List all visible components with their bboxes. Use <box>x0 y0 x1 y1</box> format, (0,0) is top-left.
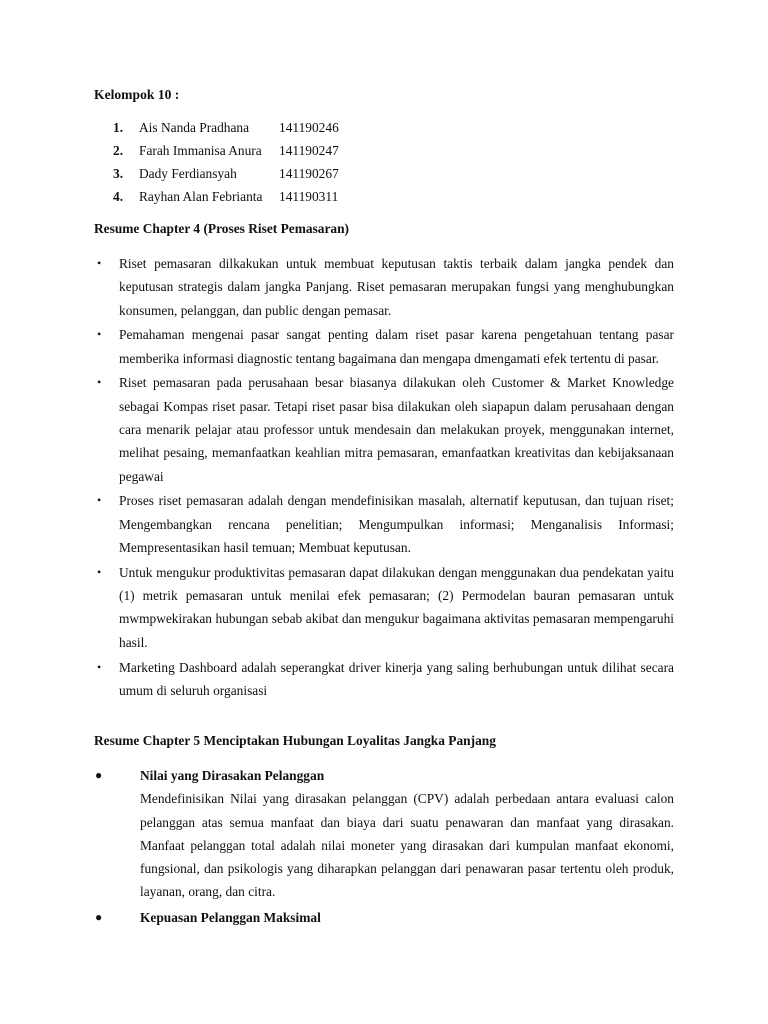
bullet-icon: ● <box>95 909 103 924</box>
bullet-icon: • <box>97 564 102 579</box>
list-item <box>94 656 674 703</box>
list-item-text: Riset pemasaran pada perusahaan besar biasanya dilakukan oleh Customer & Market Knowledge sebagai Kompas riset pasar. Tetapi riset pasar bisa dilakukan oleh siapapun dalam perusahaan dengan cara menarik pelajar atau professor untuk mendesain dan melakukan proyek, menggunakan internet, melihat pesaing, memanfaatkan keahlian mitra pemasaran, emanfaatkan kreativitas dan kebijaksanaan pegawai <box>119 375 674 484</box>
list-item-text: Pemahaman mengenai pasar sangat penting dalam riset pasar karena pengetahuan tentang pasar memberika informasi diagnostic tentang bagaimana dan mengapa dmengamati efek tertentu di pasar. <box>119 327 674 366</box>
bullet-icon: • <box>97 256 102 270</box>
bullet-icon: • <box>97 493 102 508</box>
member-name: Dady Ferdiansyah <box>139 166 237 181</box>
list-item-text: Marketing Dashboard adalah seperangkat driver kinerja yang saling berhubungan untuk dilihat secara umum di seluruh organisasi <box>119 659 674 698</box>
list-item-text: Proses riset pemasaran adalah dengan mendefinisikan masalah, alternatif keputusan, dan tujuan riset; Mengembangkan rencana penelitian; Mengumpulkan informasi; Menganalisis Informasi; Mempresentasikan hasil temuan; Membuat keputusan. <box>119 493 674 556</box>
member-list <box>113 116 339 208</box>
member-number: 3. <box>113 166 124 181</box>
list-item <box>94 489 674 559</box>
list-item <box>94 371 674 487</box>
member-number: 2. <box>113 143 124 158</box>
chapter5-heading: Resume Chapter 5 Menciptakan Hubungan Loyalitas Jangka Panjang <box>94 733 496 748</box>
member-row <box>113 116 339 139</box>
member-name: Farah Immanisa Anura <box>139 143 262 158</box>
list-item <box>94 764 674 904</box>
member-id: 141190267 <box>279 166 339 181</box>
list-item <box>94 323 674 370</box>
member-row <box>113 139 339 162</box>
list-item <box>94 252 674 322</box>
member-id: 141190246 <box>279 120 339 135</box>
bullet-icon: • <box>97 375 102 390</box>
chapter4-bullet-list <box>94 252 674 704</box>
section-subtitle: Nilai yang Dirasakan Pelanggan <box>140 768 325 783</box>
chapter4-heading: Resume Chapter 4 (Proses Riset Pemasaran) <box>94 221 349 236</box>
member-name: Ais Nanda Pradhana <box>139 120 250 135</box>
list-item <box>94 906 674 929</box>
member-number: 1. <box>113 120 124 135</box>
member-row <box>113 185 339 208</box>
list-item-text: Untuk mengukur produktivitas pemasaran dapat dilakukan dengan menggunakan dua pendekatan yaitu (1) metrik pemasaran untuk menilai efek pemasaran; (2) Permodelan bauran pemasaran untuk mwmpwekirakan hubungan sebab akibat dan mengukur bagaimana aktivitas pemasaran mempengaruhi hasil. <box>119 564 674 650</box>
list-item-text: Riset pemasaran dilkakukan untuk membuat keputusan taktis terbaik dalam jangka pendek dan keputusan strategis dalam jangka Panjang. Riset pemasaran merupakan fungsi yang menghubungkan konsumen, pelanggan, dan public dengan pemasar. <box>119 256 674 318</box>
chapter5-bullet-list <box>94 764 674 931</box>
section-subtitle: Kepuasan Pelanggan Maksimal <box>140 909 321 925</box>
list-item <box>94 561 674 654</box>
member-id: 141190311 <box>279 189 339 204</box>
bullet-icon: • <box>97 659 102 674</box>
member-number: 4. <box>113 189 124 204</box>
bullet-icon: • <box>97 327 102 342</box>
section-body: Mendefinisikan Nilai yang dirasakan pelanggan (CPV) adalah perbedaan antara evaluasi calon pelanggan atas semua manfaat dan biaya dari suatu penawaran dan manfaat yang dirasakan. Manfaat pelanggan total adalah nilai moneter yang dirasakan dari kumpulan manfaat ekonomi, fungsional, dan psikologis yang diharapkan pelanggan dari penawaran pasar tertentu oleh produk, layanan, orang, dan citra. <box>140 791 674 900</box>
member-id: 141190247 <box>279 143 339 158</box>
member-row <box>113 162 339 185</box>
member-name: Rayhan Alan Febrianta <box>139 189 263 204</box>
group-title: Kelompok 10 : <box>94 87 180 102</box>
bullet-icon: ● <box>95 768 103 782</box>
